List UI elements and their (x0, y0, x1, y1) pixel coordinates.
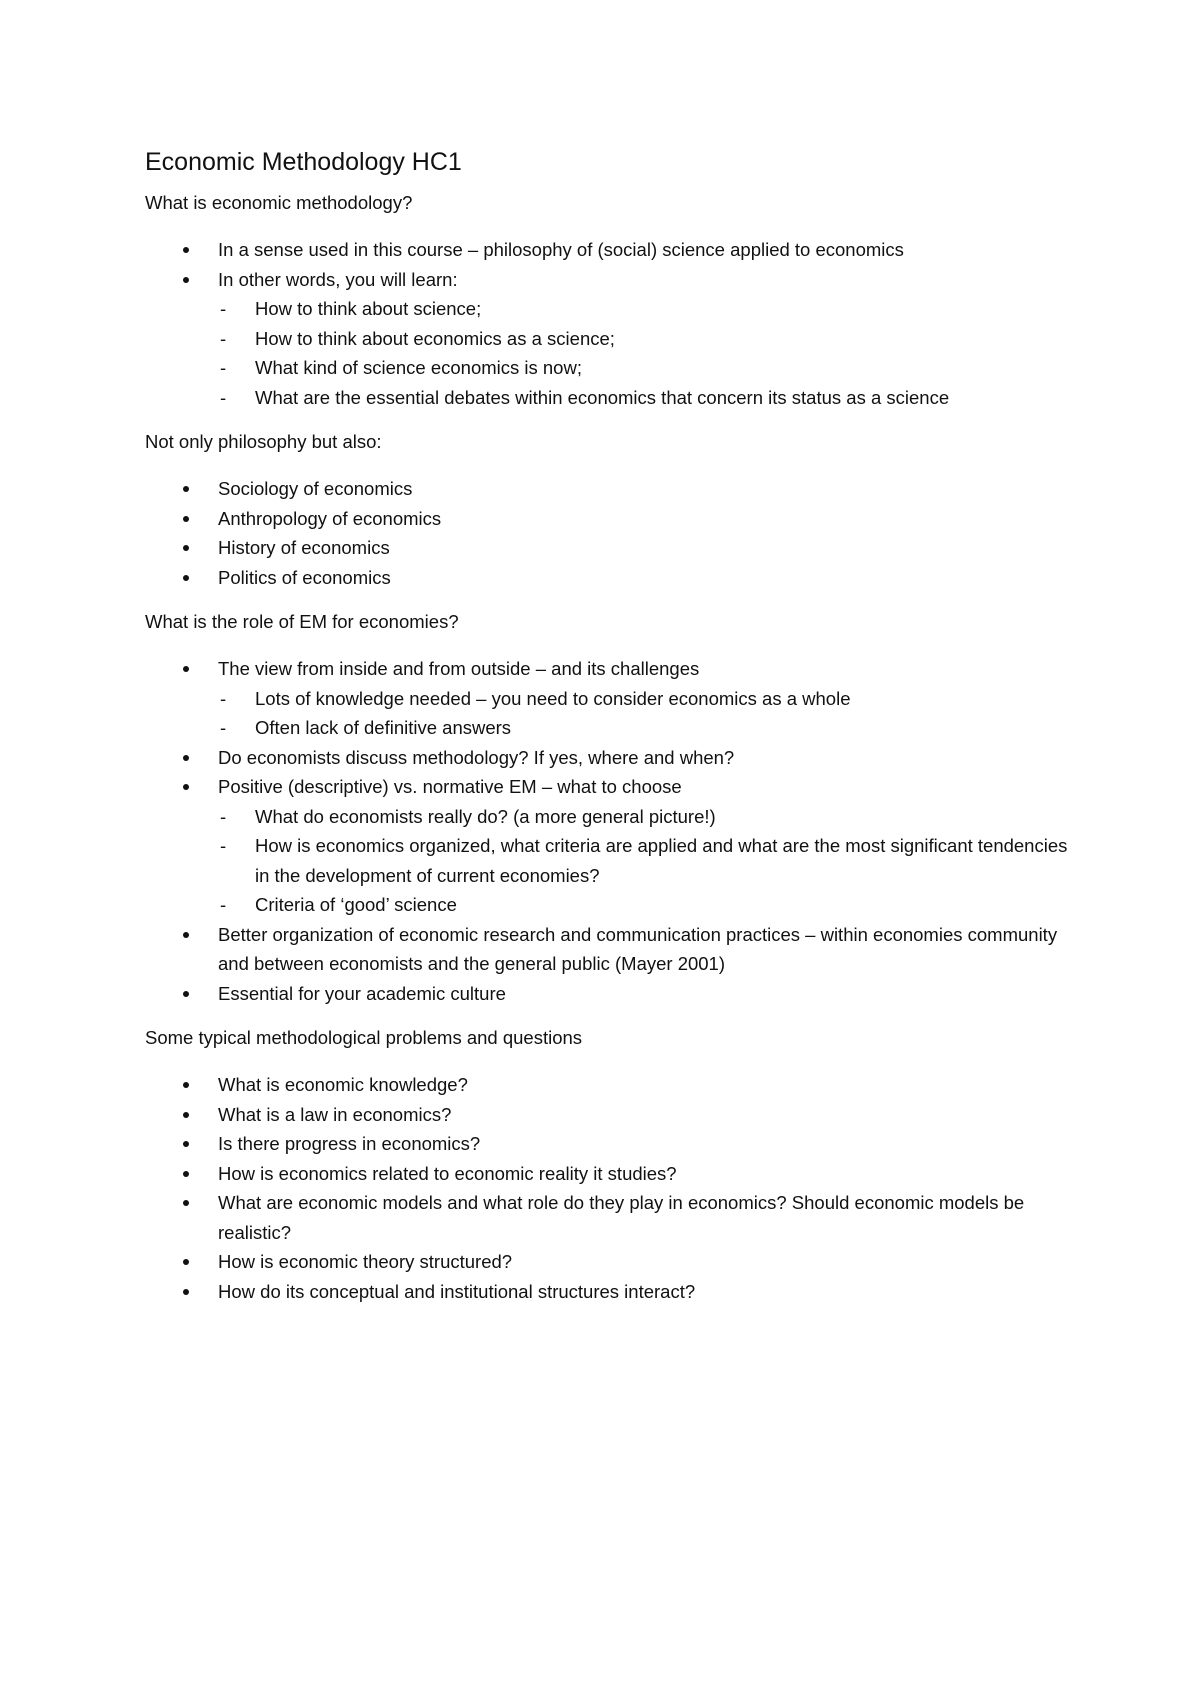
dash-icon: - (220, 298, 227, 319)
bullet-text: Is there progress in economics? (218, 1133, 481, 1154)
bullet-text: How is economics related to economic reality it studies? (218, 1162, 677, 1184)
bullet-text: Better organization of economic research and communication practices – within economies community and between economists and the general public (Mayer 2001) (218, 923, 1058, 974)
sub-item-text: How is economics organized, what criteria are applied and what are the most significant tendencies in the development of current economies? (255, 835, 1068, 886)
bullet-text: How is economic theory structured? (218, 1251, 513, 1272)
bullet-text: The view from inside and from outside – and its challenges (218, 658, 700, 679)
bullet-icon (183, 247, 189, 253)
bullet-item (145, 474, 1075, 504)
section-heading: Some typical methodological problems and questions (145, 1027, 583, 1048)
sub-item (218, 802, 1075, 832)
bullet-item (145, 563, 1075, 593)
bullet-item (145, 979, 1075, 1009)
bullet-item (145, 1100, 1075, 1130)
bullet-icon (183, 516, 189, 522)
bullet-icon (183, 1171, 189, 1177)
bullet-list (145, 235, 1075, 412)
bullet-icon (183, 1200, 189, 1206)
dash-icon: - (220, 894, 227, 915)
sub-item (218, 383, 1075, 413)
bullet-text: Sociology of economics (218, 478, 413, 499)
sub-item (218, 713, 1075, 743)
bullet-text: What is a law in economics? (218, 1103, 452, 1125)
sub-item (218, 831, 1075, 890)
bullet-item (145, 1188, 1075, 1247)
bullet-icon (183, 575, 189, 581)
bullet-item (145, 1129, 1075, 1159)
bullet-item (145, 1247, 1075, 1277)
sub-list (218, 802, 1075, 920)
bullet-list (145, 474, 1075, 592)
dash-icon: - (220, 835, 227, 856)
dash-icon: - (220, 386, 227, 408)
sub-item-text: Often lack of definitive answers (255, 717, 512, 738)
sub-item-text: Lots of knowledge needed – you need to consider economics as a whole (255, 687, 851, 709)
bullet-list (145, 1070, 1075, 1306)
bullet-item (145, 920, 1075, 979)
bullet-icon (183, 1259, 189, 1265)
sub-item (218, 353, 1075, 383)
bullet-text: What is economic knowledge? (218, 1074, 468, 1095)
sub-item-text: What are the essential debates within economics that concern its status as a science (255, 386, 950, 408)
bullet-icon (183, 932, 189, 938)
sub-item-text: How to think about science; (255, 298, 482, 319)
bullet-icon (183, 1141, 189, 1147)
document-sections (145, 191, 1075, 1306)
dash-icon: - (220, 357, 227, 378)
bullet-text: Essential for your academic culture (218, 982, 506, 1004)
section-heading: What is the role of EM for economies? (145, 611, 459, 632)
bullet-icon (183, 991, 189, 997)
document-content (145, 145, 1075, 1324)
bullet-item (145, 504, 1075, 534)
sub-item (218, 294, 1075, 324)
bullet-text: Anthropology of economics (218, 507, 442, 529)
bullet-list (145, 654, 1075, 1008)
bullet-item (145, 235, 1075, 265)
sub-item (218, 684, 1075, 714)
bullet-item (145, 1159, 1075, 1189)
sub-item (218, 890, 1075, 920)
dash-icon: - (220, 805, 227, 827)
bullet-text: In other words, you will learn: (218, 268, 458, 290)
bullet-item (145, 743, 1075, 773)
bullet-icon (183, 1289, 189, 1295)
bullet-text: What are economic models and what role do they play in economics? Should economic models be realistic? (218, 1192, 1025, 1243)
section-heading: What is economic methodology? (145, 192, 413, 213)
bullet-text: History of economics (218, 537, 390, 558)
sub-item-text: How to think about economics as a science; (255, 327, 615, 349)
bullet-item (145, 772, 1075, 920)
bullet-text: In a sense used in this course – philosophy of (social) science applied to economics (218, 239, 904, 260)
sub-list (218, 294, 1075, 412)
dash-icon: - (220, 687, 227, 709)
bullet-icon (183, 784, 189, 790)
bullet-item (145, 1070, 1075, 1100)
section-heading: Not only philosophy but also: (145, 431, 382, 452)
bullet-text: Do economists discuss methodology? If yes, where and when? (218, 746, 735, 768)
bullet-icon (183, 277, 189, 283)
sub-item-text: Criteria of ‘good’ science (255, 894, 457, 915)
bullet-item (145, 654, 1075, 743)
bullet-text: Positive (descriptive) vs. normative EM – what to choose (218, 776, 682, 797)
sub-item-text: What do economists really do? (a more general picture!) (255, 805, 716, 827)
dash-icon: - (220, 717, 227, 738)
bullet-text: How do its conceptual and institutional structures interact? (218, 1280, 696, 1302)
bullet-icon (183, 755, 189, 761)
sub-item-text: What kind of science economics is now; (255, 357, 582, 378)
bullet-icon (183, 1082, 189, 1088)
bullet-icon (183, 1112, 189, 1118)
bullet-item (145, 265, 1075, 413)
bullet-icon (183, 666, 189, 672)
document-title: Economic Methodology HC1 (145, 148, 462, 176)
dash-icon: - (220, 327, 227, 349)
bullet-icon (183, 545, 189, 551)
sub-list (218, 684, 1075, 743)
bullet-item (145, 1277, 1075, 1307)
bullet-text: Politics of economics (218, 566, 391, 588)
sub-item (218, 324, 1075, 354)
bullet-icon (183, 486, 189, 492)
bullet-item (145, 533, 1075, 563)
